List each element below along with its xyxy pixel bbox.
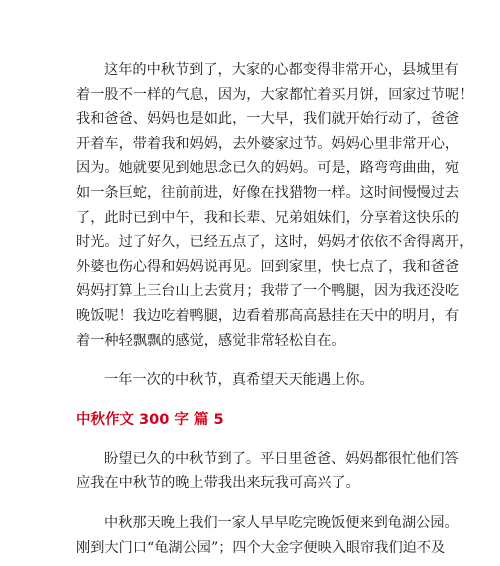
text-line: 如一条巨蛇，往前前进，好像在找猎物一样。这时间慢慢过去 bbox=[76, 184, 460, 201]
section-heading: 中秋作文 300 字 篇 5 bbox=[76, 411, 224, 428]
text-line: 盼望已久的中秋节到了。平日里爸爸、妈妈都很忙他们答 bbox=[104, 450, 459, 467]
paragraph-gap bbox=[76, 353, 428, 368]
text-line: 了，此时已到中午，我和长辈、兄弟姐妹们，分享着这快乐的 bbox=[76, 209, 460, 226]
text-line: 中秋那天晚上我们一家人早早吃完晚饭便来到龟湖公园。 bbox=[104, 514, 459, 531]
paragraph-4 bbox=[76, 511, 459, 560]
document-page bbox=[76, 58, 474, 560]
paragraph-2 bbox=[76, 368, 428, 393]
text-line: 着一种轻飘飘的感觉，感觉非常轻松自在。 bbox=[76, 332, 346, 349]
paragraph-gap bbox=[76, 496, 428, 511]
text-line: 应我在中秋节的晚上带我出来玩我可高兴了。 bbox=[76, 475, 360, 492]
text-line: 刚到大门口“龟湖公园”；四个大金字便映入眼帘我们迫不及 bbox=[76, 539, 446, 556]
text-line: 时光。过了好久，已经五点了，这时，妈妈才依依不舍得离开， bbox=[76, 234, 474, 251]
text-line: 开着车，带着我和妈妈，去外婆家过节。妈妈心里非常开心， bbox=[76, 135, 460, 152]
text-line: 一年一次的中秋节，真希望天天能遇上你。 bbox=[104, 372, 374, 389]
paragraph-gap bbox=[76, 393, 428, 408]
text-line: 晚饭呢！我边吃着鸭腿，边看着那高高悬挂在天中的明月，有 bbox=[76, 307, 460, 324]
paragraph-3 bbox=[76, 447, 459, 496]
text-line: 着一股不一样的气息，因为，大家都忙着买月饼，回家过节呢！ bbox=[76, 86, 474, 103]
text-line: 这年的中秋节到了，大家的心都变得非常开心，县城里有 bbox=[104, 62, 459, 78]
paragraph-1 bbox=[76, 58, 474, 353]
text-line: 因为。她就要见到她思念已久的妈妈。可是，路弯弯曲曲，宛 bbox=[76, 160, 460, 177]
paragraph-gap bbox=[76, 432, 428, 447]
text-line: 妈妈打算上三台山上去赏月；我带了一个鸭腿，因为我还没吃 bbox=[76, 283, 460, 300]
text-line: 外婆也伤心得和妈妈说再见。回到家里，快七点了，我和爸爸 bbox=[76, 258, 460, 275]
text-line: 我和爸爸、妈妈也是如此，一大早，我们就开始行动了，爸爸 bbox=[76, 111, 460, 128]
